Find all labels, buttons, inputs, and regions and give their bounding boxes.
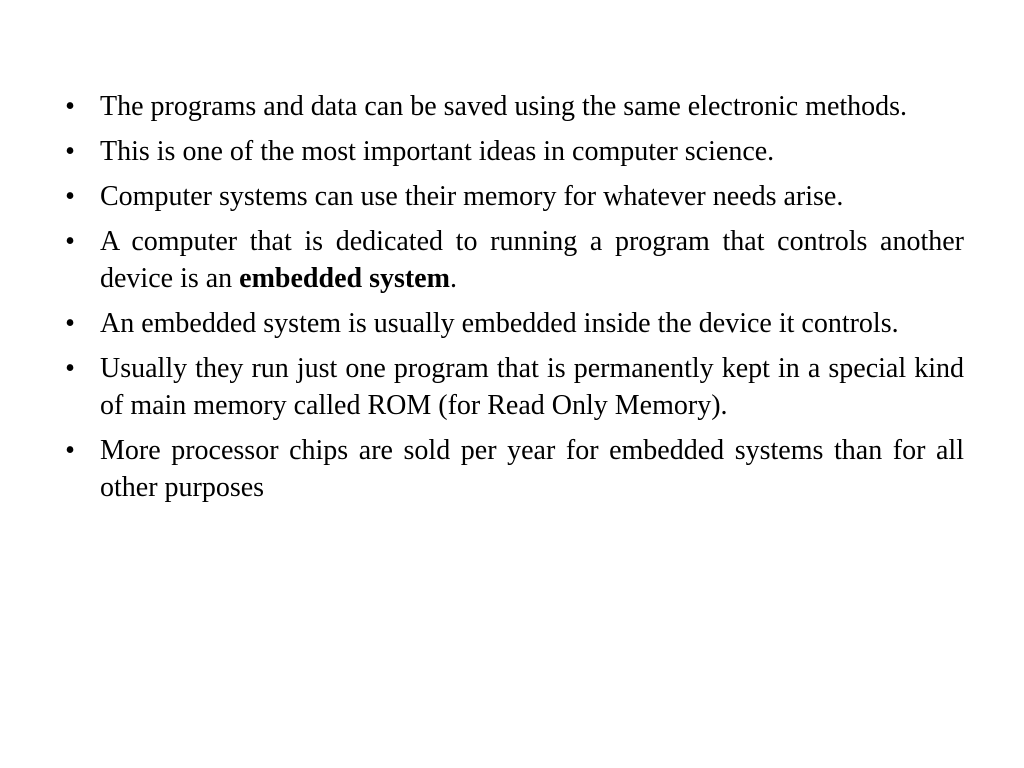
list-item	[60, 305, 964, 342]
bullet-text: This is one of the most important ideas in computer science.	[100, 136, 775, 167]
embedded-system-term: embedded system	[239, 263, 450, 294]
list-item	[60, 432, 964, 506]
bullet-text: Computer systems can use their memory for whatever needs arise.	[100, 181, 844, 212]
bullet-text	[100, 226, 964, 294]
list-item	[60, 178, 964, 215]
bullet-text: The programs and data can be saved using the same electronic methods.	[100, 91, 908, 122]
bullet-marker: •	[65, 353, 75, 384]
bullet-text: More processor chips are sold per year for embedded systems than for all other purposes	[100, 435, 964, 503]
bullet-marker: •	[65, 435, 75, 466]
bullet-text: An embedded system is usually embedded inside the device it controls.	[100, 308, 899, 339]
bullet-text: Usually they run just one program that is permanently kept in a special kind of main memory called ROM (for Read Only Memory).	[100, 353, 964, 421]
bullet-text-after: .	[449, 263, 457, 294]
bullet-marker: •	[65, 91, 75, 122]
bullet-marker: •	[65, 181, 75, 212]
list-item	[60, 133, 964, 170]
bullet-text-before: A computer that is dedicated to running a program that controls another device is an	[100, 226, 964, 294]
list-item	[60, 350, 964, 424]
bullet-marker: •	[65, 226, 75, 257]
list-item	[60, 223, 964, 297]
bullet-marker: •	[65, 308, 75, 339]
list-item	[60, 88, 964, 125]
bullet-list	[60, 88, 964, 514]
bullet-marker: •	[65, 136, 75, 167]
